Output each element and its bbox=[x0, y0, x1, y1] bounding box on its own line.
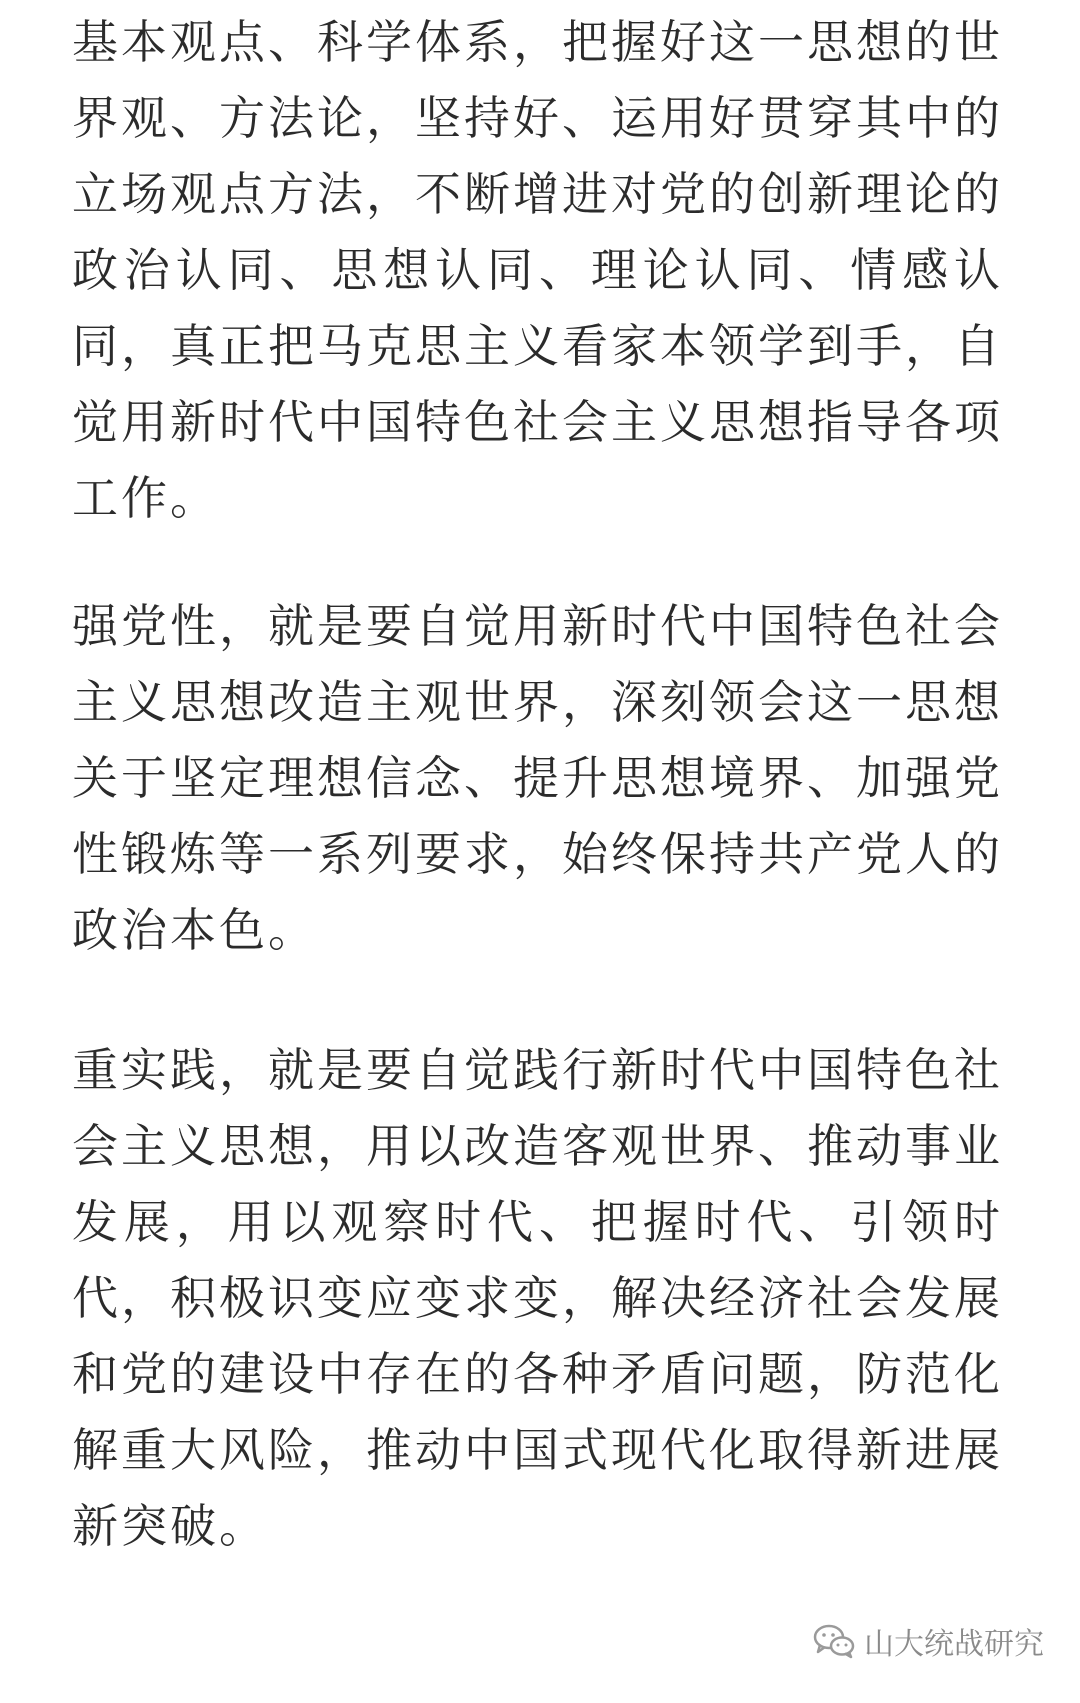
paragraph-line: 政治认同、思想认同、理论认同、情感认 bbox=[72, 243, 1003, 297]
wechat-watermark bbox=[812, 1619, 1044, 1663]
paragraph-line: 性锻炼等一系列要求，始终保持共产党人的 bbox=[72, 827, 1003, 881]
watermark-text: 山大统战研究 bbox=[864, 1627, 1044, 1662]
paragraph-line: 觉用新时代中国特色社会主义思想指导各项 bbox=[72, 395, 1003, 449]
paragraph-line: 政治本色。 bbox=[72, 903, 317, 957]
paragraph-3 bbox=[72, 1032, 1003, 1564]
paragraph-line: 会主义思想，用以改造客观世界、推动事业 bbox=[72, 1119, 1003, 1173]
paragraph-line: 立场观点方法，不断增进对党的创新理论的 bbox=[72, 167, 1003, 221]
paragraph-line: 工作。 bbox=[72, 471, 219, 525]
paragraph-line: 发展，用以观察时代、把握时代、引领时 bbox=[72, 1195, 1003, 1249]
paragraph-1 bbox=[72, 4, 1003, 536]
paragraph-line: 新突破。 bbox=[72, 1499, 268, 1553]
paragraph-line: 同，真正把马克思主义看家本领学到手，自 bbox=[72, 319, 1003, 373]
paragraph-line: 界观、方法论，坚持好、运用好贯穿其中的 bbox=[72, 91, 1003, 145]
paragraph-line: 主义思想改造主观世界，深刻领会这一思想 bbox=[72, 675, 1003, 729]
paragraph-line: 代，积极识变应变求变，解决经济社会发展 bbox=[72, 1271, 1003, 1325]
paragraph-2 bbox=[72, 588, 1003, 968]
wechat-icon bbox=[812, 1623, 856, 1659]
paragraph-line: 解重大风险，推动中国式现代化取得新进展 bbox=[72, 1423, 1003, 1477]
paragraph-line: 基本观点、科学体系，把握好这一思想的世 bbox=[72, 15, 1003, 69]
paragraph-line: 关于坚定理想信念、提升思想境界、加强党 bbox=[72, 751, 1003, 805]
paragraph-line: 和党的建设中存在的各种矛盾问题，防范化 bbox=[72, 1347, 1003, 1401]
paragraph-line: 重实践，就是要自觉践行新时代中国特色社 bbox=[72, 1043, 1003, 1097]
paragraph-line: 强党性，就是要自觉用新时代中国特色社会 bbox=[72, 599, 1003, 653]
